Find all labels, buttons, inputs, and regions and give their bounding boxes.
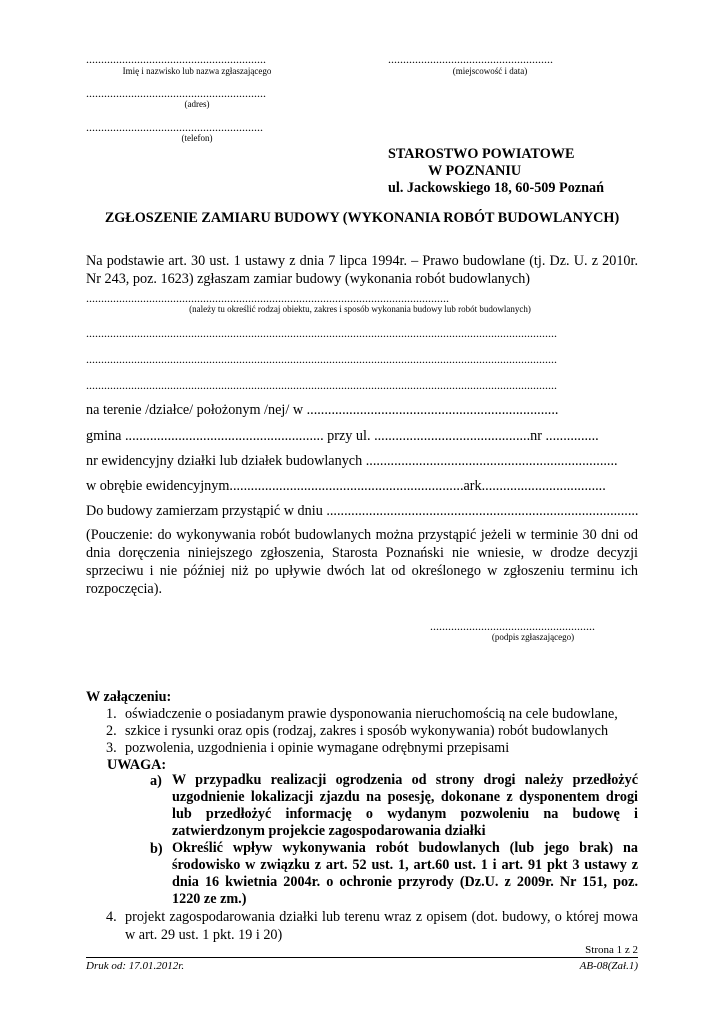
recipient-line-3: ul. Jackowskiego 18, 60-509 Poznań — [388, 180, 604, 196]
address-caption: (adres) — [184, 99, 210, 109]
name-field-caption: Imię i nazwisko lub nazwa zgłaszającego — [122, 66, 272, 76]
signature-line[interactable]: ....................................................... — [430, 620, 595, 632]
attachment-number: 3. — [106, 740, 117, 756]
attachment-number: 2. — [106, 723, 117, 739]
terrain-field[interactable]: na terenie /działce/ położonym /nej/ w ....................................................................... — [86, 402, 559, 418]
district-field[interactable]: w obrębie ewidencyjnym..................................................................ark................................... — [86, 478, 606, 494]
footer-form-code: AB-08(Zał.1) — [579, 960, 638, 972]
uwaga-heading: UWAGA: — [107, 757, 167, 773]
uwaga-letter: a) — [150, 773, 162, 789]
place-date-field-line[interactable]: ....................................................... — [388, 53, 553, 65]
attachment-item: pozwolenia, uzgodnienia i opinie wymagane odrębnymi przepisami — [125, 740, 510, 756]
uwaga-item-b: Określić wpływ wykonywania robót budowlanych (lub jego brak) na środowisko w związku z art. 52 ust. 1, art.60 ust. 1 i art. 91 pkt 3 ustawy z dnia 16 kwietnia 2004r. o ochronie przyrody (Dz.U. z 2009r. Nr 151, poz. 1220 ze zm.) — [172, 840, 638, 907]
footer-divider — [86, 957, 638, 958]
place-date-caption: (miejscowość i data) — [452, 66, 528, 76]
object-description-line[interactable]: ......................................................................................................................... — [86, 292, 449, 304]
description-blank-line[interactable]: ............................................................................................................................................................. — [86, 353, 557, 365]
recipient-line-2: W POZNANIU — [428, 163, 522, 179]
name-field-line[interactable]: ............................................................ — [86, 53, 266, 65]
description-blank-line[interactable]: ............................................................................................................................................................. — [86, 327, 557, 339]
attachment-item: oświadczenie o posiadanym prawie dysponowania nieruchomością na cele budowlane, — [125, 706, 618, 722]
page-number: Strona 1 z 2 — [585, 944, 638, 956]
start-date-field[interactable]: Do budowy zamierzam przystąpić w dniu ........................................................................................ — [86, 503, 638, 519]
notice-paragraph: (Pouczenie: do wykonywania robót budowlanych można przystąpić jeżeli w terminie 30 dni od dnia doręczenia niniejszego zgłoszenia, Starosta Poznański nie wniesie, w drodze decyzji sprzeciwu i nie później niż po upływie dwóch lat od określonego w zgłoszeniu terminu ich rozpoczęcia). — [86, 527, 638, 597]
parcel-number-field[interactable]: nr ewidencyjny działki lub działek budowlanych ....................................................................... — [86, 453, 618, 469]
uwaga-item-a: W przypadku realizacji ogrodzenia od strony drogi należy przedłożyć uzgodnienie lokalizacji zjazdu na posesję, dokonane z dysponentem drogi lub przedłożyć informację o wydanym pozwoleniu na budowę i zatwierdzonym projekcie zagospodarowania działki — [172, 772, 638, 839]
description-blank-line[interactable]: ............................................................................................................................................................. — [86, 379, 557, 391]
intro-paragraph: Na podstawie art. 30 ust. 1 ustawy z dnia 7 lipca 1994r. – Prawo budowlane (tj. Dz. U. z 2010r. Nr 243, poz. 1623) zgłaszam zamiar budowy (wykonania robót budowlanych) — [86, 253, 638, 287]
attachment-item-4: projekt zagospodarowania działki lub terenu wraz z opisem (dot. budowy, o której mowa w art. 29 ust. 1 pkt. 19 i 20) — [125, 909, 638, 943]
attachment-item: szkice i rysunki oraz opis (rodzaj, zakres i sposób wykonywania) robót budowlanych — [125, 723, 609, 739]
uwaga-letter: b) — [150, 841, 163, 857]
phone-caption: (telefon) — [181, 133, 213, 143]
attachment-number: 1. — [106, 706, 117, 722]
attachment-number: 4. — [106, 909, 117, 925]
attachments-heading: W załączeniu: — [86, 689, 172, 705]
signature-caption: (podpis zgłaszającego) — [491, 632, 575, 642]
gmina-street-field[interactable]: gmina ........................................................ przy ul. ............................................nr ............... — [86, 428, 599, 444]
document-title: ZGŁOSZENIE ZAMIARU BUDOWY (WYKONANIA ROBÓT BUDOWLANYCH) — [104, 210, 620, 226]
phone-field-line[interactable]: ........................................................... — [86, 121, 263, 133]
address-field-line[interactable]: ............................................................ — [86, 87, 266, 99]
footer-print-date: Druk od: 17.01.2012r. — [86, 960, 185, 972]
recipient-line-1: STAROSTWO POWIATOWE — [388, 146, 575, 162]
object-description-caption: (należy tu określić rodzaj obiektu, zakres i sposób wykonania budowy lub robót budowlanych) — [189, 304, 531, 314]
